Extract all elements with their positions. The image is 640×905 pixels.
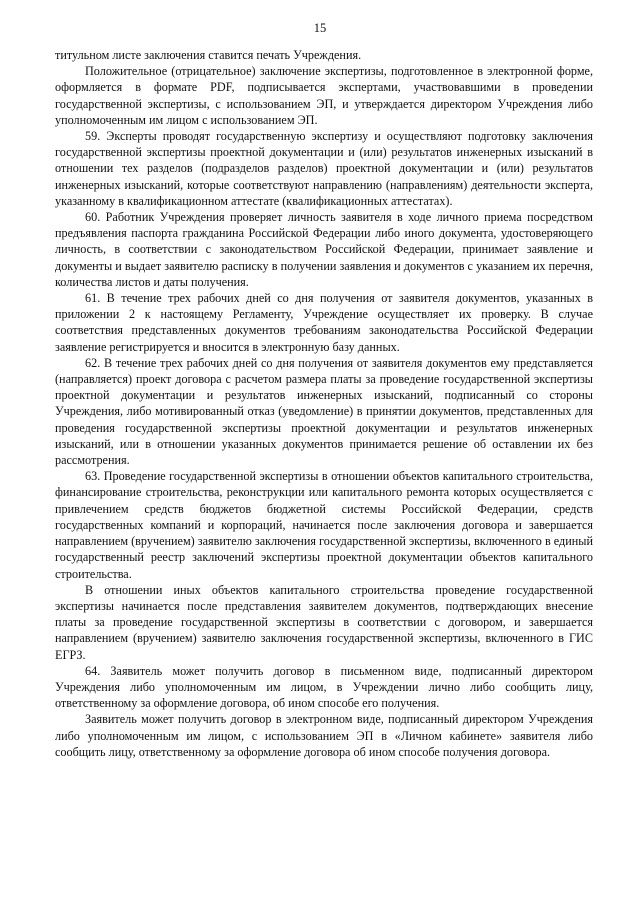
paragraph-continuation: титульном листе заключения ставится печать Учреждения. [55,48,362,62]
paragraph-63: 63. Проведение государственной экспертизы в отношении объектов капитального строительства, финансирование строительства, реконструкции или капитального ремонта которых осуществляется с привлечением средств бюджетов бюджетной системы Российской Федерации, средств государственных компаний и корпораций, начинается после заключения договора и завершается направлением (вручением) заявителю заключения государственной экспертизы, включенного в единый государственный реестр заключений экспертизы проектной документации объектов капитального строительства. [55,469,593,581]
document-body [55,47,593,760]
paragraph-other-objects: В отношении иных объектов капитального строительства проведение государственной экспертизы начинается после представления заявителем документов, подтверждающих внесение платы за проведение государственной экспертизы в соответствии с договором, и завершается направлением (вручением) заявителю заключения государственной экспертизы, включенного в ГИС ЕГРЗ. [55,582,593,662]
paragraph-electronic-conclusion: Положительное (отрицательное) заключение экспертизы, подготовленное в электронной форме, оформляется в формате PDF, подписывается экспертами, участвовавшими в проведении государственной экспертизы, с использованием ЭП, и утверждается директором Учреждения либо уполномоченным им лицом с использованием ЭП. [55,64,593,127]
paragraph-64: 64. Заявитель может получить договор в письменном виде, подписанный директором Учреждения либо уполномоченным им лицом, в Учреждении лично либо сообщить лицу, ответственному за оформление договора, об ином способе его получения. [55,663,593,711]
paragraph-61: 61. В течение трех рабочих дней со дня получения от заявителя документов, указанных в приложении 2 к настоящему Регламенту, Учреждение осуществляет их проверку. В случае соответствия представленных документов требованиям законодательства Российской Федерации заявление регистрируется и вносится в электронную базу данных. [55,291,593,354]
paragraph-electronic-contract: Заявитель может получить договор в электронном виде, подписанный директором Учреждения либо уполномоченным им лицом, с использованием ЭП в «Личном кабинете» заявителя либо сообщить лицу, ответственному за оформление договора об ином способе получения договора. [55,712,593,759]
page-number: 15 [313,21,327,35]
paragraph-62: 62. В течение трех рабочих дней со дня получения от заявителя документов ему представляется (направляется) проект договора с расчетом размера платы за проведение государственной экспертизы проектной документации и результатов инженерных изысканий, подписанный со стороны Учреждения, либо мотивированный отказ (уведомление) в принятии документов, представленных для проведения государственной экспертизы проектной документации и результатов инженерных изысканий, или в отношении указанных документов принимается решение об оставлении их без рассмотрения. [55,355,593,468]
paragraph-60: 60. Работник Учреждения проверяет личность заявителя в ходе личного приема посредством предъявления паспорта гражданина Российской Федерации либо иного документа, удостоверяющего личность, в соответствии с законодательством Российской Федерации, принимает заявление и документы и выдает заявителю расписку в получении заявления и документов с указанием их перечня, количества листов и даты получения. [55,210,593,289]
paragraph-59: 59. Эксперты проводят государственную экспертизу и осуществляют подготовку заключения государственной экспертизы проектной документации и (или) результатов инженерных изысканий в отношении тех разделов (подразделов разделов) проектной документации и (или) результатов инженерных изысканий, которые соответствуют направлению (направлениям) деятельности эксперта, указанному в квалификационном аттестате (квалификационных аттестатах). [55,129,593,208]
